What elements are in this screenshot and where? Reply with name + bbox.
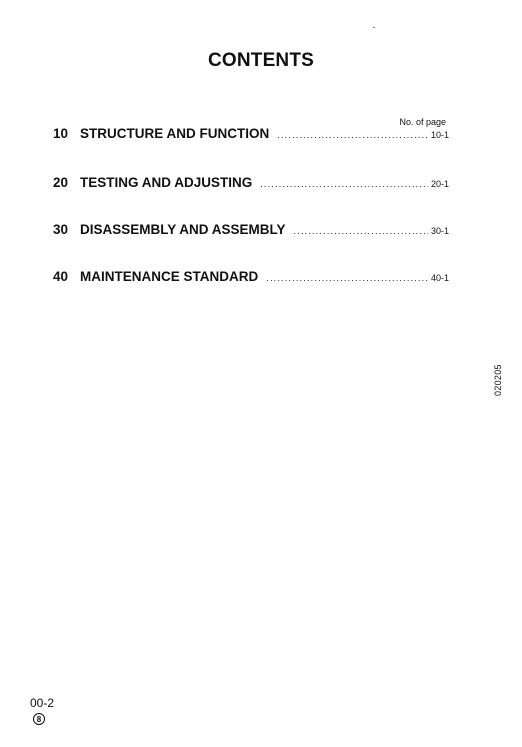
dot-leader (260, 179, 428, 189)
revision-mark: 8 (33, 713, 45, 725)
toc-page-ref: 10-1 (430, 130, 449, 140)
toc-page-ref: 30-1 (430, 226, 449, 236)
page-number: 00-2 (30, 696, 55, 710)
document-code: 020205 (493, 364, 503, 396)
toc-section-number: 10 (53, 126, 69, 141)
toc-entry-disassembly-and-assembly[interactable] (53, 222, 449, 237)
toc-section-number: 20 (53, 175, 69, 190)
toc-entry-maintenance-standard[interactable] (53, 269, 449, 284)
toc-section-number: 30 (53, 222, 69, 237)
dot-leader (266, 273, 428, 283)
dot-leader (277, 130, 428, 140)
toc-section-title: TESTING AND ADJUSTING (80, 175, 253, 190)
toc-section-title: DISASSEMBLY AND ASSEMBLY (80, 222, 286, 237)
dot-leader (294, 226, 428, 236)
toc-section-title: STRUCTURE AND FUNCTION (80, 126, 270, 141)
page-column-header: No. of page (399, 117, 446, 127)
toc-entry-testing-and-adjusting[interactable] (53, 175, 449, 190)
toc-page-ref: 40-1 (430, 273, 449, 283)
scan-speck (373, 27, 375, 28)
toc-page-ref: 20-1 (430, 179, 449, 189)
toc-section-number: 40 (53, 269, 69, 284)
toc-section-title: MAINTENANCE STANDARD (80, 269, 259, 284)
page-title: CONTENTS (207, 50, 315, 71)
toc-entry-structure-and-function[interactable] (53, 126, 449, 141)
